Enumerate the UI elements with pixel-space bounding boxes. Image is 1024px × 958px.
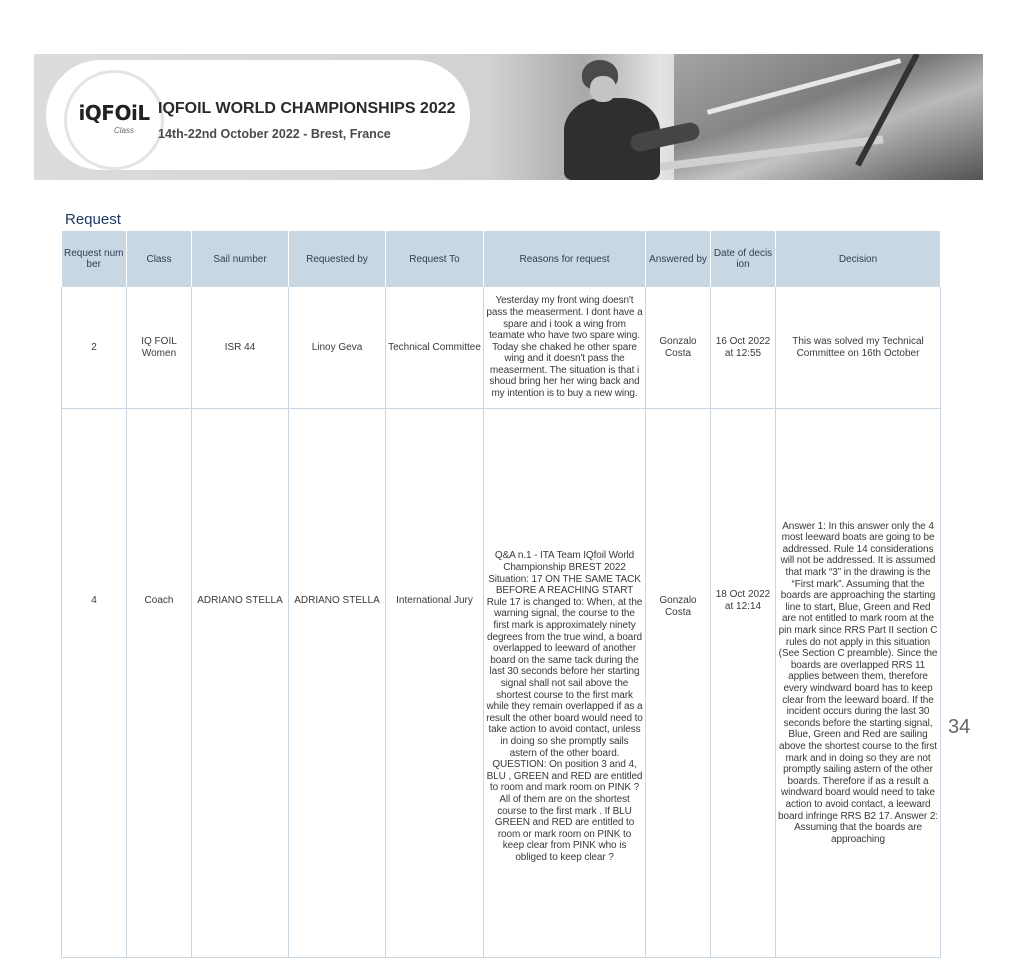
request-table xyxy=(61,231,941,958)
table-row xyxy=(62,287,941,409)
banner-title: IQFOIL WORLD CHAMPIONSHIPS 2022 xyxy=(158,100,456,117)
cell-sail-number: ISR 44 xyxy=(192,287,289,409)
header-request-number: Request number xyxy=(62,231,127,287)
section-label: Request xyxy=(65,211,121,228)
cell-answered-by: Gonzalo Costa xyxy=(646,287,711,409)
logo-text: iQFOiL xyxy=(78,101,150,125)
header-requested-by: Requested by xyxy=(289,231,386,287)
logo-subtext: Class xyxy=(113,126,134,135)
cell-request-number: 2 xyxy=(62,287,127,409)
cell-reasons: Yesterday my front wing doesn't pass the measerment. I dont have a spare and i took a wing from teamate who have two spare wing. Today she chaked he other spare wing and it doesn't pass the measerment. The situation is that i shoud bring her her wing back and my intention is to buy a new wing. xyxy=(484,287,646,409)
cell-decision: This was solved my Technical Committee on 16th October xyxy=(776,287,941,409)
table-header-row xyxy=(62,231,941,287)
cell-class: Coach xyxy=(127,409,192,958)
page-number: 34 xyxy=(948,716,971,738)
header-reasons: Reasons for request xyxy=(484,231,646,287)
cell-requested-by: ADRIANO STELLA xyxy=(289,409,386,958)
cell-date-of-decision: 18 Oct 2022 at 12:14 xyxy=(711,409,776,958)
cell-class: IQ FOIL Women xyxy=(127,287,192,409)
cell-reasons: Q&A n.1 - ITA Team IQfoil World Championship BREST 2022 Situation: 17 ON THE SAME TACK BEFORE A REACHING START Rule 17 is changed to: When, at the warning signal, the course to the first mark is approximately ninety degrees from the true wind, a board overlapped to leeward of another board on the same tack during the last 30 seconds before her starting signal shall not sail above the shortest course to the first mark while they remain overlapped if as a result the other board would need to take action to avoid contact, unless in doing so she promptly sails astern of the other board. QUESTION: On position 3 and 4, BLU , GREEN and RED are entitled to room and mark room on PINK ? All of them are on the shortest course to the first mark . If BLU GREEN and RED are entitled to room or mark room on PINK to keep clear from PINK who is obliged to keep clear ? xyxy=(484,409,646,958)
header-date-of-decision: Date of decision xyxy=(711,231,776,287)
logo-plate xyxy=(46,60,470,170)
header-decision: Decision xyxy=(776,231,941,287)
cell-requested-by: Linoy Geva xyxy=(289,287,386,409)
banner-subtitle: 14th-22nd October 2022 - Brest, France xyxy=(158,127,391,141)
header-answered-by: Answered by xyxy=(646,231,711,287)
championship-banner xyxy=(34,54,983,180)
cell-decision: Answer 1: In this answer only the 4 most leeward boats are going to be addressed. Rule 14 considerations will not be addressed. It is assumed that mark “3” in the drawing is the “First mark”. Assuming that the boards are approaching the starting line to start, Blue, Green and Red are not entitled to mark room at the pin mark since RRS Part II section C rules do not apply in this situation (See Section C preamble). Since the boards are overlapped RRS 11 applies between them, therefore every windward board has to keep clear from the leeward board. If the incident occurs during the last 30 seconds before the starting signal, Blue, Green and Red are sailing above the shortest course to the first mark and in doing so they are not promptly sailing astern of the other boards. Therefore if as a result a windward board would need to take action to avoid contact, a leeward board infringe RRS B2 17. Answer 2: Assuming that the boards are approaching xyxy=(776,409,941,958)
cell-sail-number: ADRIANO STELLA xyxy=(192,409,289,958)
header-request-to: Request To xyxy=(386,231,484,287)
cell-answered-by: Gonzalo Costa xyxy=(646,409,711,958)
cell-date-of-decision: 16 Oct 2022 at 12:55 xyxy=(711,287,776,409)
cell-request-to: International Jury xyxy=(386,409,484,958)
header-class: Class xyxy=(127,231,192,287)
cell-request-number: 4 xyxy=(62,409,127,958)
header-sail-number: Sail number xyxy=(192,231,289,287)
cell-request-to: Technical Committee xyxy=(386,287,484,409)
rider-face-image xyxy=(590,76,616,102)
table-row xyxy=(62,409,941,958)
